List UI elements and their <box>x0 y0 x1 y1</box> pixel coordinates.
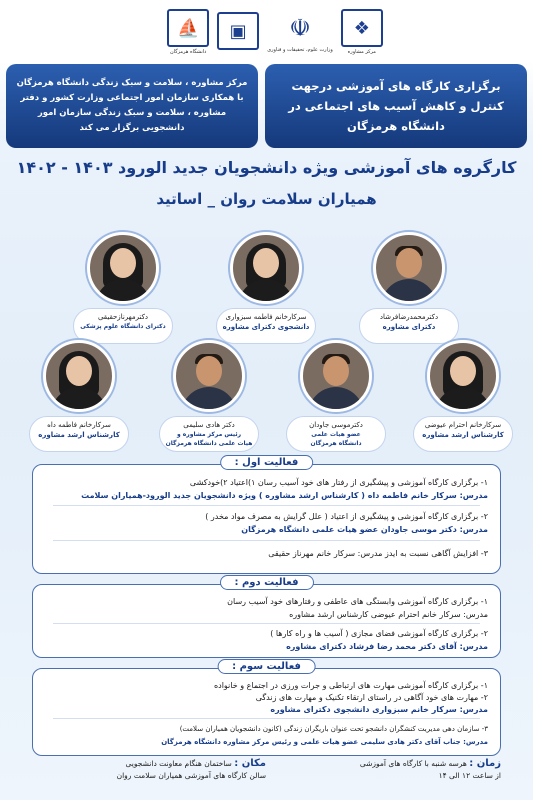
iran-emblem-logo: ☫ وزارت علوم، تحقیقات و فناوری <box>267 14 333 53</box>
sub-title: همیاران سلامت روان _ اساتید <box>156 190 377 208</box>
activity-title: فعالیت سوم : <box>217 659 316 674</box>
speaker-card <box>284 340 388 452</box>
activity-line: مدرس: آقای دکتر محمد رضا فرشاد دکترای مشاوره <box>286 642 488 651</box>
activity-line: مدرس: جناب آقای دکتر هادی سلیمی عضو هیات علمی و رئیس مرکز مشاوره دانشگاه هرمزگان <box>161 738 488 746</box>
speaker-name: سرکارخانم احترام عیوضی <box>424 421 502 429</box>
time-line-1: هرسه شنبه با کارگاه های آموزشی <box>359 759 467 768</box>
speaker-name: سرکارخانم فاطمه سبزواری <box>225 313 307 321</box>
speaker-card <box>157 340 261 452</box>
speaker-card <box>411 340 515 452</box>
speaker-photo <box>300 340 372 412</box>
activity-line: مدرس: دکتر موسی جاودان عضو هیات علمی دانشگاه هرمزگان <box>241 525 488 534</box>
activity-line: ۱- برگزاری کارگاه آموزشی و پیشگیری از رفتار های خود آسیب رسان ۱)اعتیاد ۲)خودکشی <box>189 478 488 487</box>
place-line-1: ساختمان هنگام معاونت دانشجویی <box>125 759 232 768</box>
activity-line: مدرس: سرکار خانم احترام عیوضی کارشناس ارشد مشاوره <box>289 610 488 619</box>
speaker-name: دکترموسی جاودان <box>309 421 363 429</box>
activity-line: ۲- مهارت های خود آگاهی در راستای ارتقاء تکنیک و مهارت های زندگی <box>255 693 488 702</box>
activity-line: ۱- برگزاری کارگاه آموزشی وابستگی های عاطفی و رفتارهای خود آسیب رسان <box>227 597 488 606</box>
speaker-name: دکتر هادی سلیمی <box>183 421 235 429</box>
header-left-box <box>6 64 258 148</box>
speaker-card <box>27 340 131 452</box>
header-right-text: برگزاری کارگاه های آموزشی درجهت کنترل و کاهش آسیب های اجتماعی در دانشگاه هرمزگان <box>288 79 504 133</box>
speaker-card <box>71 232 175 344</box>
speaker-photo <box>87 232 159 304</box>
activity-box-1 <box>32 457 501 574</box>
logo-strip <box>165 6 385 58</box>
activity-line: ۳- سازمان دهی مدیریت کنشگران دانشجو تحت عنوان باریگران زندگی (کانون دانشجویان همیاران سلامت) <box>179 725 488 733</box>
speaker-card <box>214 232 318 344</box>
place-label: مکان : <box>234 758 266 769</box>
counseling-center-logo: ❖ مرکز مشاوره <box>341 9 383 55</box>
speaker-name: سرکارخانم فاطمه داه <box>47 421 111 429</box>
activity-line: ۲- برگزاری کارگاه آموزشی فضای مجازی ( آسیب ها و راه کارها ) <box>270 629 488 638</box>
speaker-role: دکترای دانشگاه علوم پزشکی <box>80 323 166 330</box>
speaker-photo <box>173 340 245 412</box>
speaker-name: دکترمهرنازحقیقی <box>97 313 149 321</box>
speaker-role: دکترای مشاوره <box>382 323 436 331</box>
speaker-photo <box>427 340 499 412</box>
activity-line: مدرس: سرکار خانم فاطمه داه ( کارشناس ارشد مشاوره ) ویژه دانشجویان جدید الورود-همیاران سلامت <box>81 491 488 500</box>
activity-line: ۳- افزایش آگاهی نسبت به ایدز مدرس: سرکار خانم مهرناز حقیقی <box>268 549 488 558</box>
header-left-text: مرکز مشاوره ، سلامت و سبک زندگی دانشگاه هرمزگان با همکاری سازمان امور اجتماعی وزارت کشور و دفتر مشاوره ، سلامت و سبک زندگی سازمان امور دانشجویی برگزار می کند <box>16 78 248 133</box>
main-title: کارگروه های آموزشی ویژه دانشجویان جدید الورود ۱۴۰۳ - ۱۴۰۲ <box>16 158 517 177</box>
speaker-photo <box>373 232 445 304</box>
footer-info <box>32 758 501 794</box>
hormozgan-university-logo: ⛵ دانشگاه هرمزگان <box>167 9 209 55</box>
speaker-role: دانشجوی دکترای مشاوره <box>222 323 310 331</box>
footer-place <box>36 758 266 782</box>
activity-box-2 <box>32 577 501 658</box>
speaker-role: عضو هیات علمی <box>311 431 361 438</box>
activity-line: ۱- برگزاری کارگاه آموزشی مهارت های ارتباطی و جرات ورزی در اجتماع و خانواده <box>213 681 488 690</box>
header-right-box <box>265 64 527 148</box>
speaker-role: کارشناس ارشد مشاوره <box>38 431 120 439</box>
activity-title: فعالیت اول : <box>220 455 314 470</box>
place-line-2: سالن کارگاه های آموزشی همیاران سلامت روان <box>116 771 266 780</box>
time-line-2: از ساعت ۱۲ الی ۱۴ <box>438 771 501 780</box>
activity-line: مدرس: سرکار خانم سبزواری دانشجوی دکترای مشاوره <box>270 705 488 714</box>
speaker-role-2: هیات علمی دانشگاه هرمزگان <box>165 440 253 447</box>
speaker-name: دکترمحمدرضافرشاد <box>379 313 439 321</box>
activity-title: فعالیت دوم : <box>219 575 313 590</box>
time-label: زمان : <box>469 758 501 769</box>
speaker-photo <box>43 340 115 412</box>
speaker-photo <box>230 232 302 304</box>
speaker-role: کارشناس ارشد مشاوره <box>422 431 504 439</box>
footer-time <box>271 758 501 782</box>
speaker-role: رئیس مرکز مشاوره و <box>176 431 242 438</box>
speaker-role-2: دانشگاه هرمزگان <box>310 440 362 447</box>
activity-line: ۲- برگزاری کارگاه آموزشی و پیشگیری از اعتیاد ( علل گرایش به مصرف مواد مخدر ) <box>205 512 488 521</box>
student-cultural-logo: ▣ <box>217 12 259 52</box>
speaker-card <box>357 232 461 344</box>
activity-box-3 <box>32 661 501 756</box>
